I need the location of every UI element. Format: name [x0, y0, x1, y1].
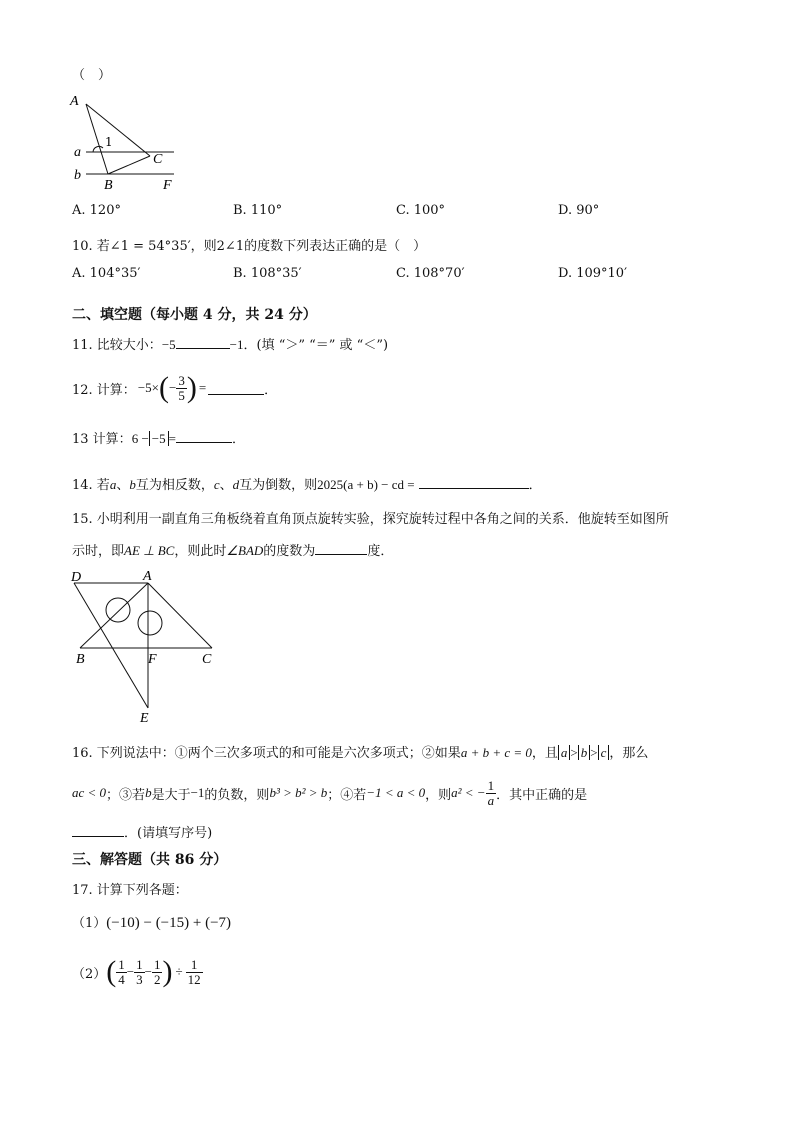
q16-line3 — [72, 822, 212, 841]
q17-left-paren: ( — [106, 955, 117, 988]
q17-frac2-num: 1 — [136, 956, 143, 972]
q14-var-d: d — [232, 477, 240, 492]
q16-text10: ．(请填写序号) — [124, 826, 213, 841]
q12-left-paren: ( — [158, 371, 169, 404]
q15-line-AC — [148, 583, 212, 648]
q12-neg: − — [168, 380, 177, 395]
q11-answer-blank[interactable] — [176, 336, 230, 349]
q9-answer-bracket: （ ） — [72, 68, 112, 83]
q15-label-C: C — [202, 652, 212, 667]
q15-line2 — [72, 540, 393, 559]
q14-var-b: b — [129, 477, 136, 492]
q11-left: −5 — [161, 337, 176, 352]
q16-expr1: a + b + c = 0 — [460, 745, 532, 760]
q14-text1: 互为相反数， — [135, 478, 214, 493]
q16-line2 — [72, 776, 587, 810]
q12-right-paren: ) — [186, 371, 197, 404]
q13-question — [72, 428, 245, 447]
q14-question — [72, 474, 542, 493]
q12-question — [72, 368, 277, 408]
q9-label-1: 1 — [105, 135, 113, 149]
q16-abs-b: b — [578, 745, 591, 760]
q17-frac3-den: 2 — [153, 971, 161, 987]
q11-question — [72, 334, 388, 353]
q16-text5: 是大于 — [151, 787, 191, 803]
q12-fraction — [176, 374, 187, 402]
q16-abs-c: c — [598, 745, 610, 760]
q16-frac-den: a — [487, 792, 495, 808]
q16-minus-one: −1 — [190, 785, 205, 800]
q15-circle-left — [106, 598, 130, 622]
q11-suffix: ．(填 “＞” “＝” 或 “＜”) — [243, 338, 389, 353]
q9-option-b[interactable]: B. 110° — [233, 203, 283, 218]
q15-line-DE — [74, 583, 148, 708]
q15-label-A: A — [143, 569, 152, 584]
q17-frac1-den: 4 — [118, 971, 125, 987]
q16-abs-a: a — [558, 745, 571, 760]
q14-expr: 2025(a + b) − cd = — [317, 477, 415, 492]
q17-minus2: − — [144, 964, 152, 979]
q13-expr-a: 6 − — [131, 431, 149, 446]
q16-frac-num: 1 — [487, 777, 495, 793]
q17-part1-label: （1） — [72, 916, 107, 931]
q17-right-paren: ) — [162, 955, 173, 988]
q12-end: ． — [264, 382, 278, 398]
q9-line-AC — [86, 104, 150, 156]
q14-prefix: 14. 若 — [72, 478, 110, 493]
q17-part2 — [72, 950, 203, 994]
q9-label-b: b — [74, 168, 81, 183]
q9-label-F: F — [163, 178, 172, 193]
q17-frac3 — [152, 958, 163, 986]
q16-text7: ；④若 — [327, 787, 367, 803]
section3-title: 三、解答题（共 86 分） — [72, 852, 228, 868]
q17-part2-label: （2） — [72, 966, 107, 982]
q9-label-B: B — [104, 178, 113, 193]
q13-equals: = — [168, 431, 176, 446]
q16-gt2: > — [590, 745, 598, 760]
q17-frac1-num: 1 — [118, 956, 125, 972]
q17-frac2 — [134, 958, 145, 986]
q16-text6: 的负数，则 — [204, 787, 270, 803]
q15-label-B: B — [76, 652, 85, 667]
q17-frac3-num: 1 — [153, 956, 161, 972]
q17-part1 — [72, 912, 231, 932]
q14-answer-blank[interactable] — [419, 476, 529, 489]
q15-answer-blank[interactable] — [315, 542, 367, 555]
q14-text2: 互为倒数，则 — [239, 478, 318, 493]
q15-line1: 15. 小明利用一副直角三角板绕着直角顶点旋转实验，探究旋转过程中各角之间的关系．他旋转至如图所 — [72, 512, 669, 527]
q15-label-D: D — [71, 570, 82, 585]
q14-var-a: a — [109, 477, 117, 492]
q16-answer-blank[interactable] — [72, 824, 124, 837]
q12-answer-blank[interactable] — [208, 382, 264, 395]
q16-text9: ．其中正确的是 — [496, 787, 588, 803]
q17-part1-expr: (−10) − (−15) + (−7) — [106, 915, 232, 931]
q12-numerator: 3 — [178, 372, 185, 388]
q9-angle-arc — [93, 146, 103, 152]
q17-frac4-den: 12 — [187, 971, 201, 987]
q16-var-b: b — [145, 785, 152, 800]
q17-minus1: − — [126, 964, 135, 979]
q10-question: 10. 若∠1 = 54°35′，则2∠1的度数下列表达正确的是（ ） — [72, 239, 427, 254]
q12-equals: = — [198, 380, 207, 395]
q16-ineq: a² < − — [451, 785, 486, 800]
q15-angle: ∠BAD — [226, 543, 264, 558]
q13-end: ． — [231, 432, 245, 447]
q10-option-a[interactable]: A. 104°35′ — [72, 266, 141, 281]
q16-powers: b³ > b² > b — [269, 785, 328, 800]
q15-text-end: 度． — [367, 544, 394, 559]
q11-prefix: 11. 比较大小： — [72, 338, 162, 353]
q9-figure — [66, 90, 186, 194]
q15-line-AB — [80, 583, 148, 648]
q15-text-post: 的度数为 — [263, 544, 316, 559]
q16-text4: ；③若 — [106, 787, 146, 803]
q15-condition: AE ⊥ BC — [124, 543, 175, 558]
q15-circle-right — [138, 611, 162, 635]
q9-option-d[interactable]: D. 90° — [558, 203, 600, 218]
q17-frac2-den: 3 — [136, 971, 143, 987]
q16-text2: ，且 — [531, 746, 558, 761]
q16-text3: ，那么 — [609, 746, 649, 761]
q16-ac: ac < 0 — [72, 785, 107, 800]
q13-answer-blank[interactable] — [176, 430, 232, 443]
q15-label-E: E — [140, 711, 149, 726]
q13-abs-value: −5 — [149, 431, 169, 446]
q10-option-c[interactable]: C. 108°70′ — [396, 266, 465, 281]
q9-line-BC — [108, 156, 150, 174]
q16-line1 — [72, 742, 648, 761]
q14-sep2: 、 — [219, 478, 233, 493]
section2-title: 二、填空题（每小题 4 分，共 24 分） — [72, 307, 317, 323]
q11-right: −1 — [229, 337, 244, 352]
q15-text-pre: 示时，即 — [72, 544, 125, 559]
q15-figure — [66, 566, 226, 726]
q17-divide: ÷ — [175, 964, 183, 979]
q12-expr: −5× — [137, 380, 159, 395]
q13-prefix: 13 计算： — [72, 432, 132, 447]
q15-label-F: F — [148, 652, 157, 667]
q10-option-b[interactable]: B. 108°35′ — [233, 266, 302, 281]
q16-text1: 16. 下列说法中：①两个三次多项式的和可能是六次多项式；②如果 — [72, 746, 461, 761]
q14-sep1: 、 — [116, 478, 130, 493]
q9-label-A: A — [70, 94, 79, 109]
q17-frac4 — [186, 958, 203, 986]
q9-label-a: a — [74, 145, 81, 160]
q9-label-C: C — [153, 152, 163, 167]
q14-end: ． — [528, 478, 542, 493]
q16-gt1: > — [570, 745, 578, 760]
q9-option-c[interactable]: C. 100° — [396, 203, 446, 218]
q9-option-a[interactable]: A. 120° — [72, 203, 121, 218]
q16-fraction — [486, 779, 497, 807]
q16-range: −1 < a < 0 — [366, 785, 426, 800]
q16-text8: ，则 — [425, 787, 452, 803]
q14-var-c: c — [213, 477, 220, 492]
q10-option-d[interactable]: D. 109°10′ — [558, 266, 628, 281]
q12-denominator: 5 — [178, 387, 185, 403]
q17-frac4-num: 1 — [186, 958, 203, 973]
q17-frac1 — [116, 958, 127, 986]
q12-prefix: 12. 计算： — [72, 382, 136, 398]
q15-text-mid: ，则此时 — [174, 544, 227, 559]
q17-title: 17. 计算下列各题： — [72, 883, 188, 898]
